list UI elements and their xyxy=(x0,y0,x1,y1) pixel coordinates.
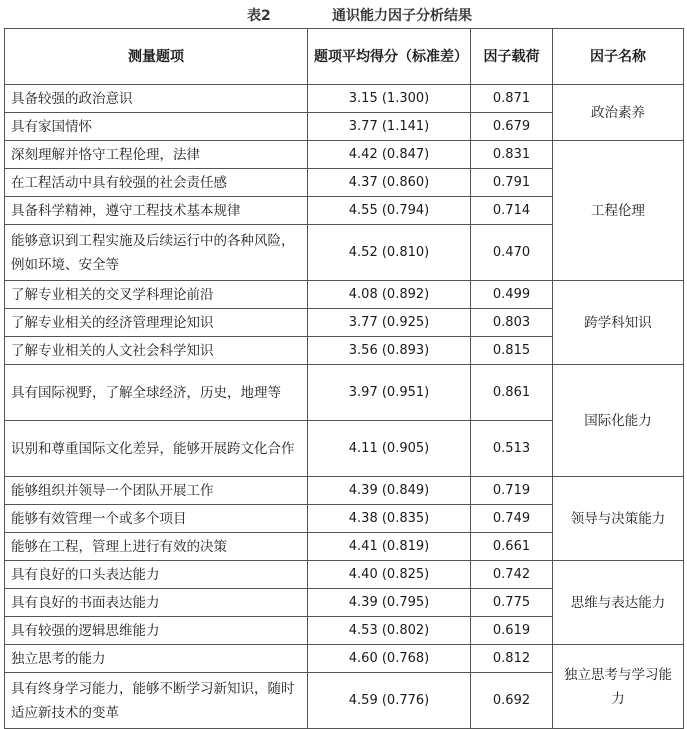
loading-cell: 0.791 xyxy=(471,169,553,197)
header-loading: 因子载荷 xyxy=(471,29,553,85)
item-cell: 能够组织并领导一个团队开展工作 xyxy=(5,477,308,505)
table-row xyxy=(5,365,684,421)
mean-cell: 4.52 (0.810) xyxy=(308,225,471,281)
table-row xyxy=(5,141,684,169)
item-cell: 具备科学精神，遵守工程技术基本规律 xyxy=(5,197,308,225)
mean-cell: 4.11 (0.905) xyxy=(308,421,471,477)
item-cell: 了解专业相关的人文社会科学知识 xyxy=(5,337,308,365)
header-factor: 因子名称 xyxy=(553,29,684,85)
mean-cell: 4.59 (0.776) xyxy=(308,673,471,729)
factor-cell: 政治素养 xyxy=(553,85,684,141)
loading-cell: 0.775 xyxy=(471,589,553,617)
item-cell: 具有终身学习能力，能够不断学习新知识，随时适应新技术的变革 xyxy=(5,673,308,729)
mean-cell: 4.40 (0.825) xyxy=(308,561,471,589)
loading-cell: 0.619 xyxy=(471,617,553,645)
item-cell: 具有良好的口头表达能力 xyxy=(5,561,308,589)
mean-cell: 3.97 (0.951) xyxy=(308,365,471,421)
header-mean: 题项平均得分（标准差） xyxy=(308,29,471,85)
table-row xyxy=(5,645,684,673)
header-row xyxy=(5,29,684,85)
loading-cell: 0.719 xyxy=(471,477,553,505)
mean-cell: 4.42 (0.847) xyxy=(308,141,471,169)
mean-cell: 4.38 (0.835) xyxy=(308,505,471,533)
item-cell: 深刻理解并恪守工程伦理，法律 xyxy=(5,141,308,169)
loading-cell: 0.861 xyxy=(471,365,553,421)
item-cell: 具有家国情怀 xyxy=(5,113,308,141)
table-row xyxy=(5,85,684,113)
factor-cell: 跨学科知识 xyxy=(553,281,684,365)
table-title: 通识能力因子分析结果 xyxy=(332,8,472,24)
loading-cell: 0.742 xyxy=(471,561,553,589)
mean-cell: 4.39 (0.849) xyxy=(308,477,471,505)
mean-cell: 4.08 (0.892) xyxy=(308,281,471,309)
item-cell: 在工程活动中具有较强的社会责任感 xyxy=(5,169,308,197)
table-number: 表2 xyxy=(247,8,271,24)
mean-cell: 3.56 (0.893) xyxy=(308,337,471,365)
loading-cell: 0.714 xyxy=(471,197,553,225)
item-cell: 具备较强的政治意识 xyxy=(5,85,308,113)
table-caption xyxy=(0,4,687,26)
loading-cell: 0.815 xyxy=(471,337,553,365)
mean-cell: 3.77 (1.141) xyxy=(308,113,471,141)
factor-cell: 国际化能力 xyxy=(553,365,684,477)
header-item: 测量题项 xyxy=(5,29,308,85)
item-cell: 能够意识到工程实施及后续运行中的各种风险，例如环境、安全等 xyxy=(5,225,308,281)
loading-cell: 0.812 xyxy=(471,645,553,673)
loading-cell: 0.871 xyxy=(471,85,553,113)
mean-cell: 4.60 (0.768) xyxy=(308,645,471,673)
item-cell: 能够有效管理一个或多个项目 xyxy=(5,505,308,533)
mean-cell: 3.15 (1.300) xyxy=(308,85,471,113)
loading-cell: 0.470 xyxy=(471,225,553,281)
loading-cell: 0.679 xyxy=(471,113,553,141)
factor-cell: 领导与决策能力 xyxy=(553,477,684,561)
loading-cell: 0.749 xyxy=(471,505,553,533)
factor-analysis-table xyxy=(4,28,684,729)
mean-cell: 4.39 (0.795) xyxy=(308,589,471,617)
mean-cell: 4.55 (0.794) xyxy=(308,197,471,225)
factor-cell: 独立思考与学习能力 xyxy=(553,645,684,729)
loading-cell: 0.831 xyxy=(471,141,553,169)
item-cell: 独立思考的能力 xyxy=(5,645,308,673)
item-cell: 具有较强的逻辑思维能力 xyxy=(5,617,308,645)
item-cell: 具有国际视野，了解全球经济，历史，地理等 xyxy=(5,365,308,421)
loading-cell: 0.803 xyxy=(471,309,553,337)
loading-cell: 0.692 xyxy=(471,673,553,729)
item-cell: 识别和尊重国际文化差异，能够开展跨文化合作 xyxy=(5,421,308,477)
item-cell: 了解专业相关的交叉学科理论前沿 xyxy=(5,281,308,309)
mean-cell: 4.41 (0.819) xyxy=(308,533,471,561)
loading-cell: 0.513 xyxy=(471,421,553,477)
table-row xyxy=(5,477,684,505)
loading-cell: 0.661 xyxy=(471,533,553,561)
item-cell: 了解专业相关的经济管理理论知识 xyxy=(5,309,308,337)
loading-cell: 0.499 xyxy=(471,281,553,309)
mean-cell: 4.37 (0.860) xyxy=(308,169,471,197)
item-cell: 具有良好的书面表达能力 xyxy=(5,589,308,617)
mean-cell: 3.77 (0.925) xyxy=(308,309,471,337)
table-row xyxy=(5,281,684,309)
mean-cell: 4.53 (0.802) xyxy=(308,617,471,645)
factor-cell: 工程伦理 xyxy=(553,141,684,281)
table-row xyxy=(5,561,684,589)
factor-cell: 思维与表达能力 xyxy=(553,561,684,645)
item-cell: 能够在工程，管理上进行有效的决策 xyxy=(5,533,308,561)
